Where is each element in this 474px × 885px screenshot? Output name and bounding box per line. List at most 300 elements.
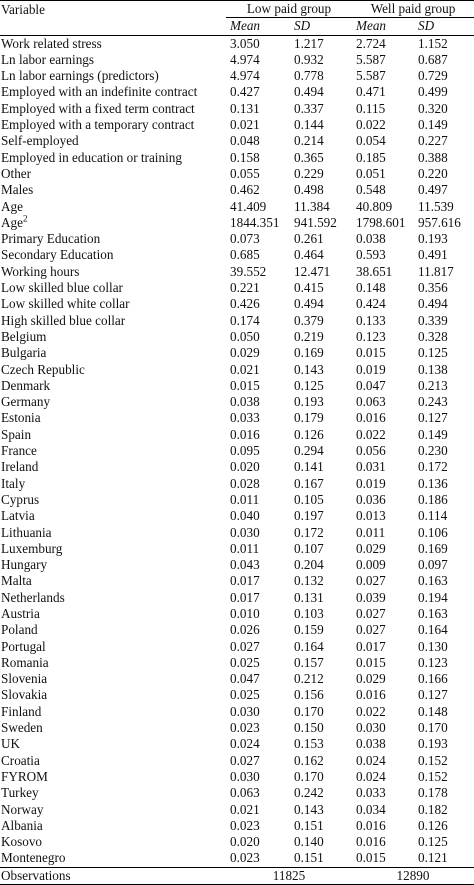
row-label [0,834,226,850]
low-mean-cell: 0.043 [230,557,260,573]
row-label-text: Kosovo [1,834,43,850]
low-mean-cell: 0.015 [230,377,260,393]
table-row [0,476,474,492]
row-label [0,818,226,834]
low-mean-cell: 0.027 [230,638,260,654]
table-row [0,785,474,801]
low-mean-cell: 0.021 [230,117,260,133]
table-row [0,590,474,606]
low-sd-cell: 0.170 [294,703,324,719]
low-mean-cell: 0.017 [230,589,260,605]
row-label [0,215,226,231]
well-mean-cell: 0.016 [356,817,386,833]
low-sd-cell: 0.219 [294,328,324,344]
well-mean-cell: 0.036 [356,491,386,507]
well-sd-cell: 0.499 [418,84,448,100]
table-row [0,280,474,296]
low-sd-cell: 0.144 [294,117,324,133]
low-mean-cell: 0.033 [230,410,260,426]
low-sd-cell: 0.126 [294,426,324,442]
well-sd-cell: 0.170 [418,720,448,736]
low-sd-cell: 0.131 [294,589,324,605]
well-sd-cell: 0.169 [418,540,448,556]
table-row [0,720,474,736]
low-sd-cell: 0.143 [294,801,324,817]
row-label-text: Working hours [1,263,80,279]
low-sd-cell: 0.151 [294,850,324,866]
well-mean-cell: 0.115 [356,100,386,116]
table-row [0,68,474,84]
row-label-text: Males [1,182,34,198]
well-mean-cell: 38.651 [356,263,393,279]
row-label [0,427,226,443]
row-label-text: Germany [1,394,51,410]
well-sd-cell: 0.320 [418,100,448,116]
table-row [0,639,474,655]
row-label-text: Estonia [1,410,41,426]
table-row [0,345,474,361]
well-mean-cell: 0.056 [356,443,386,459]
row-label-text: Belgium [1,328,47,344]
low-mean-cell: 0.021 [230,361,260,377]
row-label [0,850,226,867]
row-label [0,492,226,508]
well-sd-cell: 0.127 [418,410,448,426]
well-sd-cell: 0.220 [418,165,448,181]
row-label-text: Netherlands [1,589,65,605]
row-label-text: Sweden [1,720,43,736]
low-mean-cell: 0.030 [230,524,260,540]
row-label [0,150,226,166]
row-label [0,166,226,182]
well-sd-cell: 0.729 [418,68,448,84]
row-label-text: Norway [1,801,44,817]
well-sd-cell: 0.243 [418,394,448,410]
low-sd-cell: 0.132 [294,573,324,589]
well-mean-cell: 0.034 [356,801,386,817]
row-label [0,247,226,263]
well-mean-cell: 0.022 [356,117,386,133]
observations-well: 12890 [352,867,474,884]
well-mean-cell: 0.019 [356,475,386,491]
low-sd-cell: 0.150 [294,720,324,736]
row-label-text: Low skilled blue collar [1,280,123,296]
well-mean-cell: 0.047 [356,377,386,393]
table-row [0,264,474,280]
row-label [0,443,226,459]
well-mean-cell: 0.471 [356,84,386,100]
low-mean-cell: 0.029 [230,345,260,361]
low-mean-cell: 0.063 [230,785,260,801]
well-mean-cell: 0.033 [356,785,386,801]
low-mean-cell: 0.017 [230,573,260,589]
well-mean-cell: 0.424 [356,296,386,312]
row-label [0,508,226,524]
row-label [0,329,226,345]
row-label-text: Ln labor earnings [1,51,95,67]
row-label [0,410,226,426]
low-sd-cell: 0.153 [294,736,324,752]
row-label-text: Ireland [1,459,39,475]
table-row [0,818,474,834]
well-sd-cell: 0.494 [418,296,448,312]
well-mean-cell: 0.030 [356,720,386,736]
row-label-text: Montenegro [1,850,66,866]
table-row [0,247,474,263]
row-label [0,753,226,769]
low-mean-cell: 0.030 [230,703,260,719]
well-sd-cell: 0.339 [418,312,448,328]
low-mean-cell: 0.038 [230,394,260,410]
low-mean-cell: 0.023 [230,850,260,866]
well-mean-cell: 40.809 [356,198,393,214]
well-sd-cell: 0.152 [418,768,448,784]
well-sd-cell: 0.130 [418,638,448,654]
low-sd-cell: 0.193 [294,394,324,410]
well-sd-cell: 0.097 [418,557,448,573]
table-row [0,508,474,524]
low-mean-cell: 0.028 [230,475,260,491]
well-sd-cell: 0.149 [418,426,448,442]
low-sd-cell: 0.778 [294,68,324,84]
low-mean-cell: 4.974 [230,51,260,67]
low-mean-cell: 0.011 [230,540,260,556]
low-sd-cell: 0.125 [294,377,324,393]
row-label [0,68,226,84]
table-row [0,443,474,459]
low-sd-cell: 0.103 [294,605,324,621]
row-label-text: Turkey [1,785,39,801]
well-sd-cell: 957.616 [418,214,461,230]
well-mean-cell: 0.017 [356,638,386,654]
low-sd-cell: 0.464 [294,247,324,263]
low-sd-cell: 0.143 [294,361,324,377]
low-sd-cell: 0.179 [294,410,324,426]
low-paid-group-header: Low paid group [226,1,352,18]
well-mean-cell: 0.029 [356,540,386,556]
well-mean-cell: 0.039 [356,589,386,605]
low-sd-cell: 0.197 [294,508,324,524]
low-mean-cell: 0.023 [230,720,260,736]
well-sd-cell: 0.164 [418,622,448,638]
table-row [0,606,474,622]
table-row [0,525,474,541]
row-label-text: Poland [1,622,38,638]
well-mean-cell: 0.016 [356,834,386,850]
well-sd-cell: 0.193 [418,231,448,247]
table-row [0,150,474,166]
row-label-text: Primary Education [1,231,101,247]
low-sd-cell: 0.212 [294,671,324,687]
low-mean-cell: 0.020 [230,834,260,850]
table-row [0,704,474,720]
well-sd-cell: 0.178 [418,785,448,801]
well-mean-cell: 0.038 [356,231,386,247]
row-label-superscript: 2 [22,213,28,224]
low-sd-cell: 0.214 [294,133,324,149]
well-sd-cell: 0.388 [418,149,448,165]
low-sd-cell: 0.167 [294,475,324,491]
table-row [0,410,474,426]
low-sd-cell: 0.105 [294,491,324,507]
row-label [0,133,226,149]
low-mean-cell: 0.174 [230,312,260,328]
low-sd-cell: 0.141 [294,459,324,475]
well-mean-cell: 1798.601 [356,214,406,230]
subheader-row [0,18,474,35]
row-label [0,394,226,410]
row-label [0,622,226,638]
row-label-text: Romania [1,654,49,670]
row-label [0,231,226,247]
observations-low: 11825 [226,867,352,884]
well-mean-cell: 0.031 [356,459,386,475]
well-sd-cell: 0.497 [418,182,448,198]
well-sd-cell: 0.194 [418,589,448,605]
row-label-text: Other [1,165,32,181]
subheader-blank [0,18,226,35]
row-label-text: Ln labor earnings (predictors) [1,68,159,84]
well-mean-cell: 5.587 [356,51,386,67]
row-label-text: Italy [1,475,26,491]
well-mean-cell: 0.148 [356,280,386,296]
row-label [0,557,226,573]
low-mean-cell: 0.048 [230,133,260,149]
low-sd-cell: 1.217 [294,35,324,51]
well-sd-cell: 11.539 [418,198,454,214]
low-sd-cell: 0.172 [294,524,324,540]
low-mean-cell: 0.050 [230,328,260,344]
row-label-text: Cyprus [1,491,40,507]
well-sd-cell: 0.121 [418,850,448,866]
table-row [0,182,474,198]
well-mean-cell: 0.027 [356,605,386,621]
row-label [0,720,226,736]
low-sd-cell: 0.294 [294,443,324,459]
row-label-text: UK [1,736,21,752]
well-mean-cell: 0.024 [356,768,386,784]
well-mean-cell: 0.011 [356,524,386,540]
well-mean-cell: 0.016 [356,687,386,703]
well-sd-cell: 0.127 [418,687,448,703]
well-sd-cell: 0.227 [418,133,448,149]
table-row [0,573,474,589]
low-sd-cell: 11.384 [294,198,330,214]
row-label [0,264,226,280]
table-row [0,492,474,508]
observations-label: Observations [0,867,226,884]
table-row [0,736,474,752]
table-row [0,117,474,133]
row-label [0,52,226,68]
row-label-text: Low skilled white collar [1,296,130,312]
low-sd-cell: 0.242 [294,785,324,801]
row-label-text: Age [1,214,23,230]
low-mean-cell: 0.095 [230,443,260,459]
row-label-text: FYROM [1,768,48,784]
well-mean-cell: 0.009 [356,557,386,573]
table-row [0,329,474,345]
low-mean-cell: 0.025 [230,687,260,703]
well-sd-cell: 0.126 [418,817,448,833]
variable-header: Variable [0,1,226,18]
row-label [0,606,226,622]
well-sd-cell: 0.193 [418,736,448,752]
well-sd-cell: 0.152 [418,752,448,768]
table-row [0,84,474,100]
low-mean-cell: 0.055 [230,165,260,181]
table-row [0,541,474,557]
row-label [0,117,226,133]
table-row [0,687,474,703]
table-row [0,753,474,769]
row-label [0,704,226,720]
row-label [0,296,226,312]
table-row [0,101,474,117]
well-mean-cell: 0.015 [356,345,386,361]
table-row [0,427,474,443]
low-sd-cell: 0.156 [294,687,324,703]
low-sd-cell: 0.498 [294,182,324,198]
low-mean-cell: 0.027 [230,752,260,768]
low-mean-cell: 0.024 [230,736,260,752]
low-sd-cell: 0.140 [294,834,324,850]
row-label-text: Malta [1,573,32,589]
table-row [0,671,474,687]
row-label-text: Bulgaria [1,345,47,361]
well-mean-cell: 0.185 [356,149,386,165]
row-label-text: Self-employed [1,133,79,149]
low-mean-header: Mean [226,18,290,35]
row-label [0,313,226,329]
row-label-text: Finland [1,703,42,719]
table-row [0,769,474,785]
well-mean-cell: 0.024 [356,752,386,768]
row-label [0,362,226,378]
low-sd-cell: 0.229 [294,165,324,181]
low-mean-cell: 41.409 [230,198,267,214]
row-label-text: Secondary Education [1,247,114,263]
low-mean-cell: 0.131 [230,100,260,116]
well-sd-cell: 11.817 [418,263,454,279]
row-label [0,525,226,541]
row-label [0,769,226,785]
low-mean-cell: 0.016 [230,426,260,442]
well-sd-cell: 0.123 [418,654,448,670]
low-sd-header: SD [290,18,352,35]
well-mean-cell: 5.587 [356,68,386,84]
low-mean-cell: 0.427 [230,84,260,100]
table-body [0,35,474,867]
well-mean-cell: 0.022 [356,703,386,719]
well-mean-header: Mean [352,18,414,35]
well-sd-cell: 0.136 [418,475,448,491]
low-sd-cell: 0.157 [294,654,324,670]
row-label [0,84,226,100]
low-sd-cell: 0.494 [294,296,324,312]
low-mean-cell: 0.221 [230,280,260,296]
table-row [0,557,474,573]
table-row [0,394,474,410]
table-row [0,362,474,378]
well-sd-cell: 0.687 [418,51,448,67]
low-sd-cell: 0.494 [294,84,324,100]
well-mean-cell: 0.013 [356,508,386,524]
row-label-text: Lithuania [1,524,52,540]
low-mean-cell: 0.030 [230,768,260,784]
row-label [0,639,226,655]
row-label [0,378,226,394]
low-mean-cell: 0.047 [230,671,260,687]
well-sd-cell: 0.182 [418,801,448,817]
well-mean-cell: 0.027 [356,622,386,638]
row-label [0,802,226,818]
well-mean-cell: 0.054 [356,133,386,149]
well-mean-cell: 0.593 [356,247,386,263]
table-row [0,313,474,329]
low-sd-cell: 0.170 [294,768,324,784]
table-row [0,199,474,215]
table-row [0,166,474,182]
low-mean-cell: 39.552 [230,263,267,279]
row-label [0,101,226,117]
well-sd-cell: 0.213 [418,377,448,393]
low-mean-cell: 1844.351 [230,214,280,230]
well-sd-cell: 0.149 [418,117,448,133]
row-label [0,182,226,198]
table-row [0,296,474,312]
low-mean-cell: 0.021 [230,801,260,817]
row-label-text: Latvia [1,508,35,524]
well-mean-cell: 0.022 [356,426,386,442]
table-row [0,834,474,850]
well-sd-cell: 0.163 [418,605,448,621]
row-label-text: High skilled blue collar [1,312,126,328]
row-label-text: Slovenia [1,671,48,687]
low-sd-cell: 0.365 [294,149,324,165]
low-sd-cell: 941.592 [294,214,337,230]
row-label-text: Slovakia [1,687,48,703]
row-label [0,590,226,606]
well-mean-cell: 0.133 [356,312,386,328]
row-label [0,573,226,589]
row-label-text: Employed with an indefinite contract [1,84,198,100]
low-sd-cell: 0.379 [294,312,324,328]
low-mean-cell: 4.974 [230,68,260,84]
well-sd-cell: 0.106 [418,524,448,540]
well-sd-cell: 0.114 [418,508,448,524]
row-label-text: Luxemburg [1,540,63,556]
well-sd-cell: 0.148 [418,703,448,719]
low-sd-cell: 0.932 [294,51,324,67]
row-label-text: Albania [1,817,43,833]
row-label-text: Employed in education or training [1,149,182,165]
table-row [0,231,474,247]
low-mean-cell: 0.020 [230,459,260,475]
row-label [0,541,226,557]
table-row [0,459,474,475]
well-mean-cell: 0.016 [356,410,386,426]
row-label-text: Hungary [1,557,48,573]
well-mean-cell: 2.724 [356,35,386,51]
row-label-text: Spain [1,426,32,442]
well-sd-cell: 0.328 [418,328,448,344]
row-label-text: Portugal [1,638,46,654]
well-mean-cell: 0.038 [356,736,386,752]
row-label [0,280,226,296]
low-mean-cell: 0.025 [230,654,260,670]
well-mean-cell: 0.019 [356,361,386,377]
